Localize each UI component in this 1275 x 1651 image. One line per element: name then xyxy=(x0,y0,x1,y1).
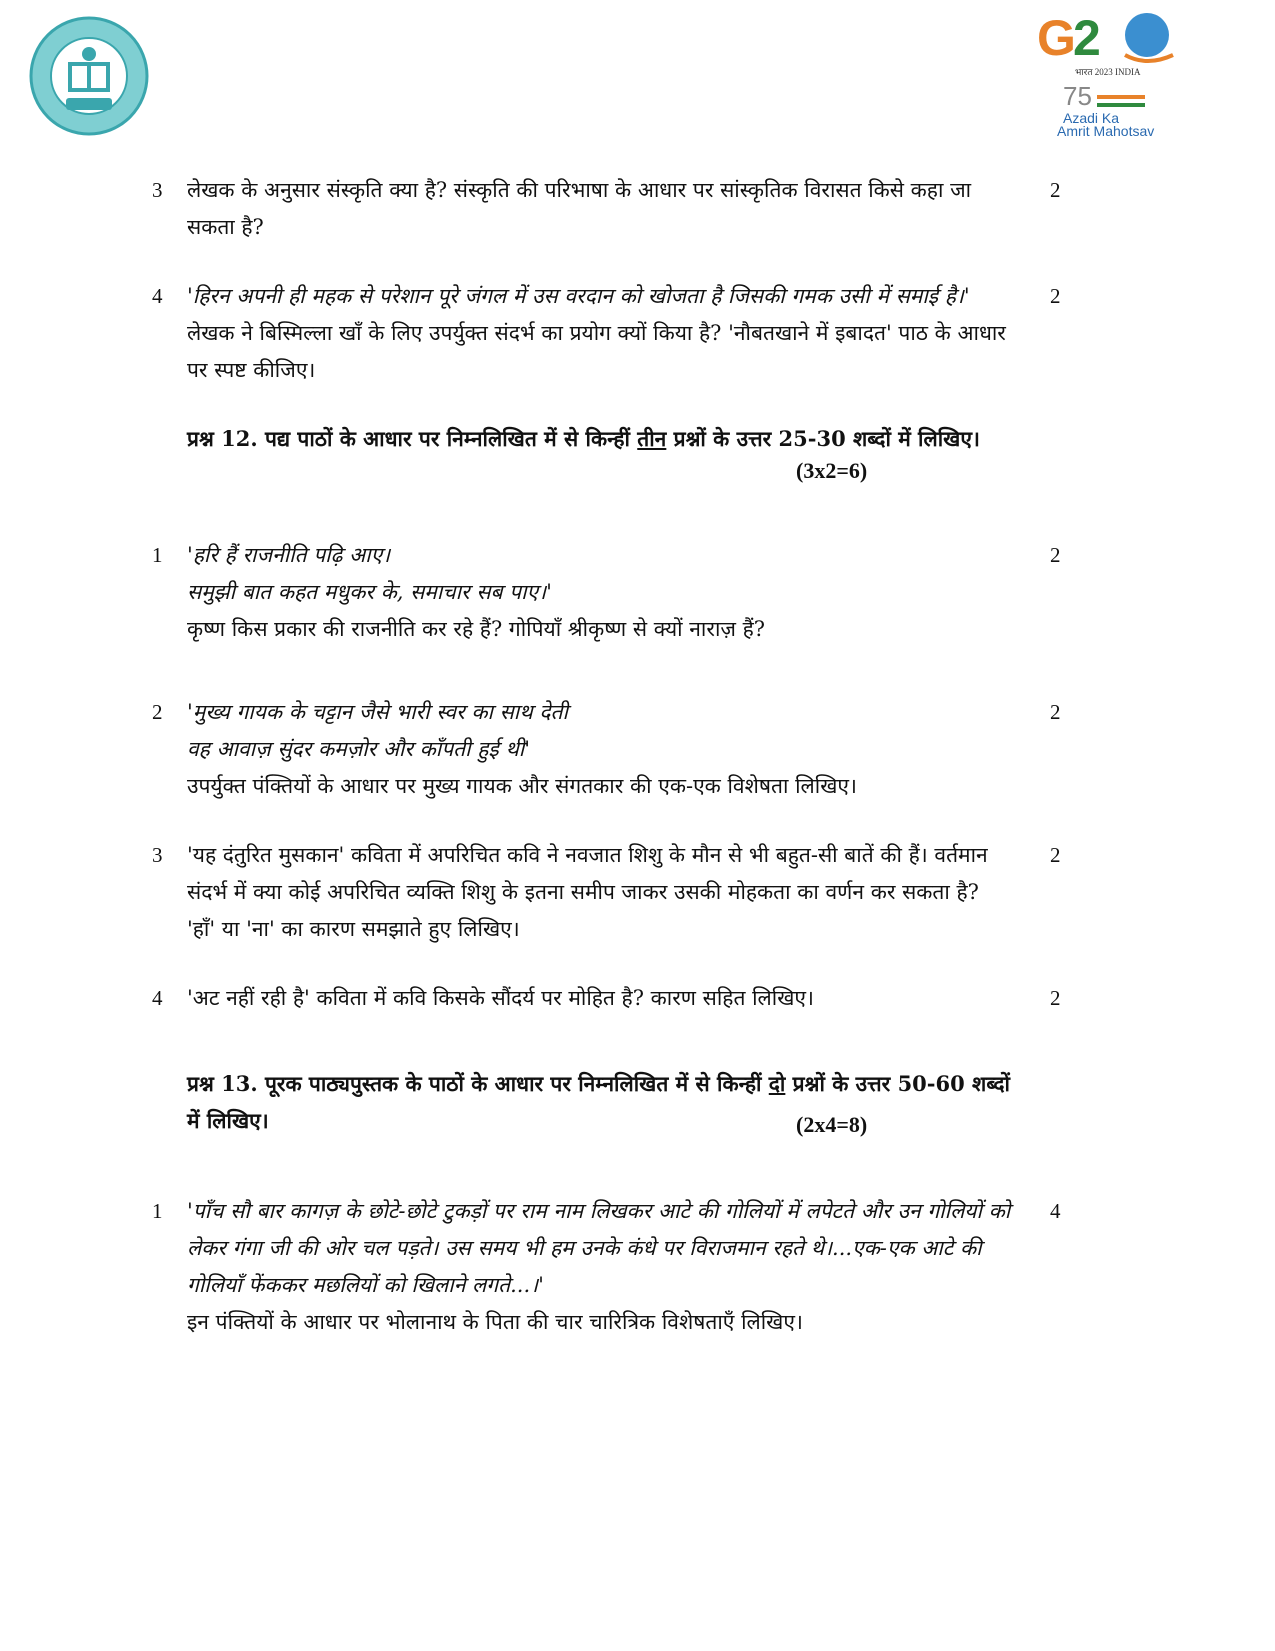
section-12-allocation: (3x2=6) xyxy=(796,458,868,483)
question-text: लेखक ने बिस्मिल्ला खाँ के लिए उपर्युक्त संदर्भ का प्रयोग क्यों किया है? 'नौबतखाने में इबादत' पाठ के आधार पर स्पष्ट कीजिए। xyxy=(187,321,1006,382)
question-12-1 xyxy=(150,537,1070,648)
marks: 2 xyxy=(1050,543,1061,567)
marks: 2 xyxy=(1050,700,1061,724)
question-number: 2 xyxy=(152,700,163,724)
question-12-3 xyxy=(150,837,1070,948)
question-text: 'अट नहीं रही है' कविता में कवि किसके सौंदर्य पर मोहित है? कारण सहित लिखिए। xyxy=(187,986,814,1010)
svg-text:G: G xyxy=(1037,10,1076,66)
question-11-4 xyxy=(150,278,1070,389)
quote: 'हिरन अपनी ही महक से परेशान पूरे जंगल में उस वरदान को खोजता है जिसकी गमक उसी में समाई है।' xyxy=(187,284,970,308)
quote: 'पाँच सौ बार कागज़ के छोटे-छोटे टुकड़ों पर राम नाम लिखकर आटे की गोलियों में लपेटते और उन गोलियों को लेकर गंगा जी की ओर चल पड़ते। उस समय भी हम उनके कंधे पर विराजमान रहते थे।...एक-एक आटे की गोलियाँ फेंककर मछलियों को खिलाने लगते...।' xyxy=(187,1199,1011,1297)
question-text: कृष्ण किस प्रकार की राजनीति कर रहे हैं? गोपियाँ श्रीकृष्ण से क्यों नाराज़ हैं? xyxy=(187,617,766,641)
marks: 2 xyxy=(1050,284,1061,308)
svg-text:75: 75 xyxy=(1063,81,1092,111)
question-13-1 xyxy=(150,1193,1070,1341)
question-12-2 xyxy=(150,694,1070,805)
heading-text: प्रश्न 13. पूरक पाठ्यपुस्तक के पाठों के आधार पर निम्नलिखित में से किन्हीं xyxy=(187,1071,769,1096)
heading-text: प्रश्न 12. पद्य पाठों के आधार पर निम्नलिखित में से किन्हीं xyxy=(187,426,638,451)
question-12-4 xyxy=(150,980,1070,1017)
section-12-heading xyxy=(187,420,1067,457)
cbse-logo xyxy=(28,14,150,142)
section-13-heading xyxy=(187,1065,1027,1139)
heading-text: प्रश्नों के उत्तर 50-60 शब्दों में लिखिए। xyxy=(187,1071,1010,1133)
svg-text:2: 2 xyxy=(1073,10,1101,66)
svg-text:Amrit Mahotsav: Amrit Mahotsav xyxy=(1057,123,1155,139)
heading-emphasis: तीन xyxy=(637,426,667,451)
marks: 2 xyxy=(1050,843,1061,867)
question-number: 3 xyxy=(152,178,163,202)
marks: 2 xyxy=(1050,178,1061,202)
question-text: 'यह दंतुरित मुसकान' कविता में अपरिचित कवि ने नवजात शिशु के मौन से भी बहुत-सी बातें की हैं। वर्तमान संदर्भ में क्या कोई अपरिचित व्यक्ति शिशु के इतना समीप जाकर उसकी मोहकता का वर्णन कर सकता है? 'हाँ' या 'ना' का कारण समझाते हुए लिखिए। xyxy=(187,843,988,941)
question-text: लेखक के अनुसार संस्कृति क्या है? संस्कृति की परिभाषा के आधार पर सांस्कृतिक विरासत किसे कहा जा सकता है? xyxy=(187,178,972,239)
question-number: 4 xyxy=(152,284,163,308)
heading-text: प्रश्नों के उत्तर 25-30 शब्दों में लिखिए। xyxy=(666,426,980,451)
section-13-allocation: (2x4=8) xyxy=(796,1112,868,1137)
question-11-3 xyxy=(150,172,1070,246)
question-number: 3 xyxy=(152,843,163,867)
question-number: 1 xyxy=(152,543,163,567)
quote-line: 'मुख्य गायक के चट्टान जैसे भारी स्वर का साथ देती xyxy=(187,700,568,724)
svg-text:भारत 2023 INDIA: भारत 2023 INDIA xyxy=(1075,67,1141,77)
question-text: उपर्युक्त पंक्तियों के आधार पर मुख्य गायक और संगतकार की एक-एक विशेषता लिखिए। xyxy=(187,774,857,798)
question-text: इन पंक्तियों के आधार पर भोलानाथ के पिता की चार चारित्रिक विशेषताएँ लिखिए। xyxy=(187,1310,803,1334)
question-number: 4 xyxy=(152,986,163,1010)
quote-line: समुझी बात कहत मधुकर के, समाचार सब पाए।' xyxy=(187,580,552,604)
question-number: 1 xyxy=(152,1199,163,1223)
marks: 4 xyxy=(1050,1199,1061,1223)
quote-line: वह आवाज़ सुंदर कमज़ोर और काँपती हुई थी' xyxy=(187,737,531,761)
g20-logo xyxy=(1035,5,1185,140)
svg-text:Azadi Ka: Azadi Ka xyxy=(1063,110,1120,126)
heading-emphasis: दो xyxy=(768,1071,786,1096)
quote-line: 'हरि हैं राजनीति पढ़ि आए। xyxy=(187,543,391,567)
marks: 2 xyxy=(1050,986,1061,1010)
